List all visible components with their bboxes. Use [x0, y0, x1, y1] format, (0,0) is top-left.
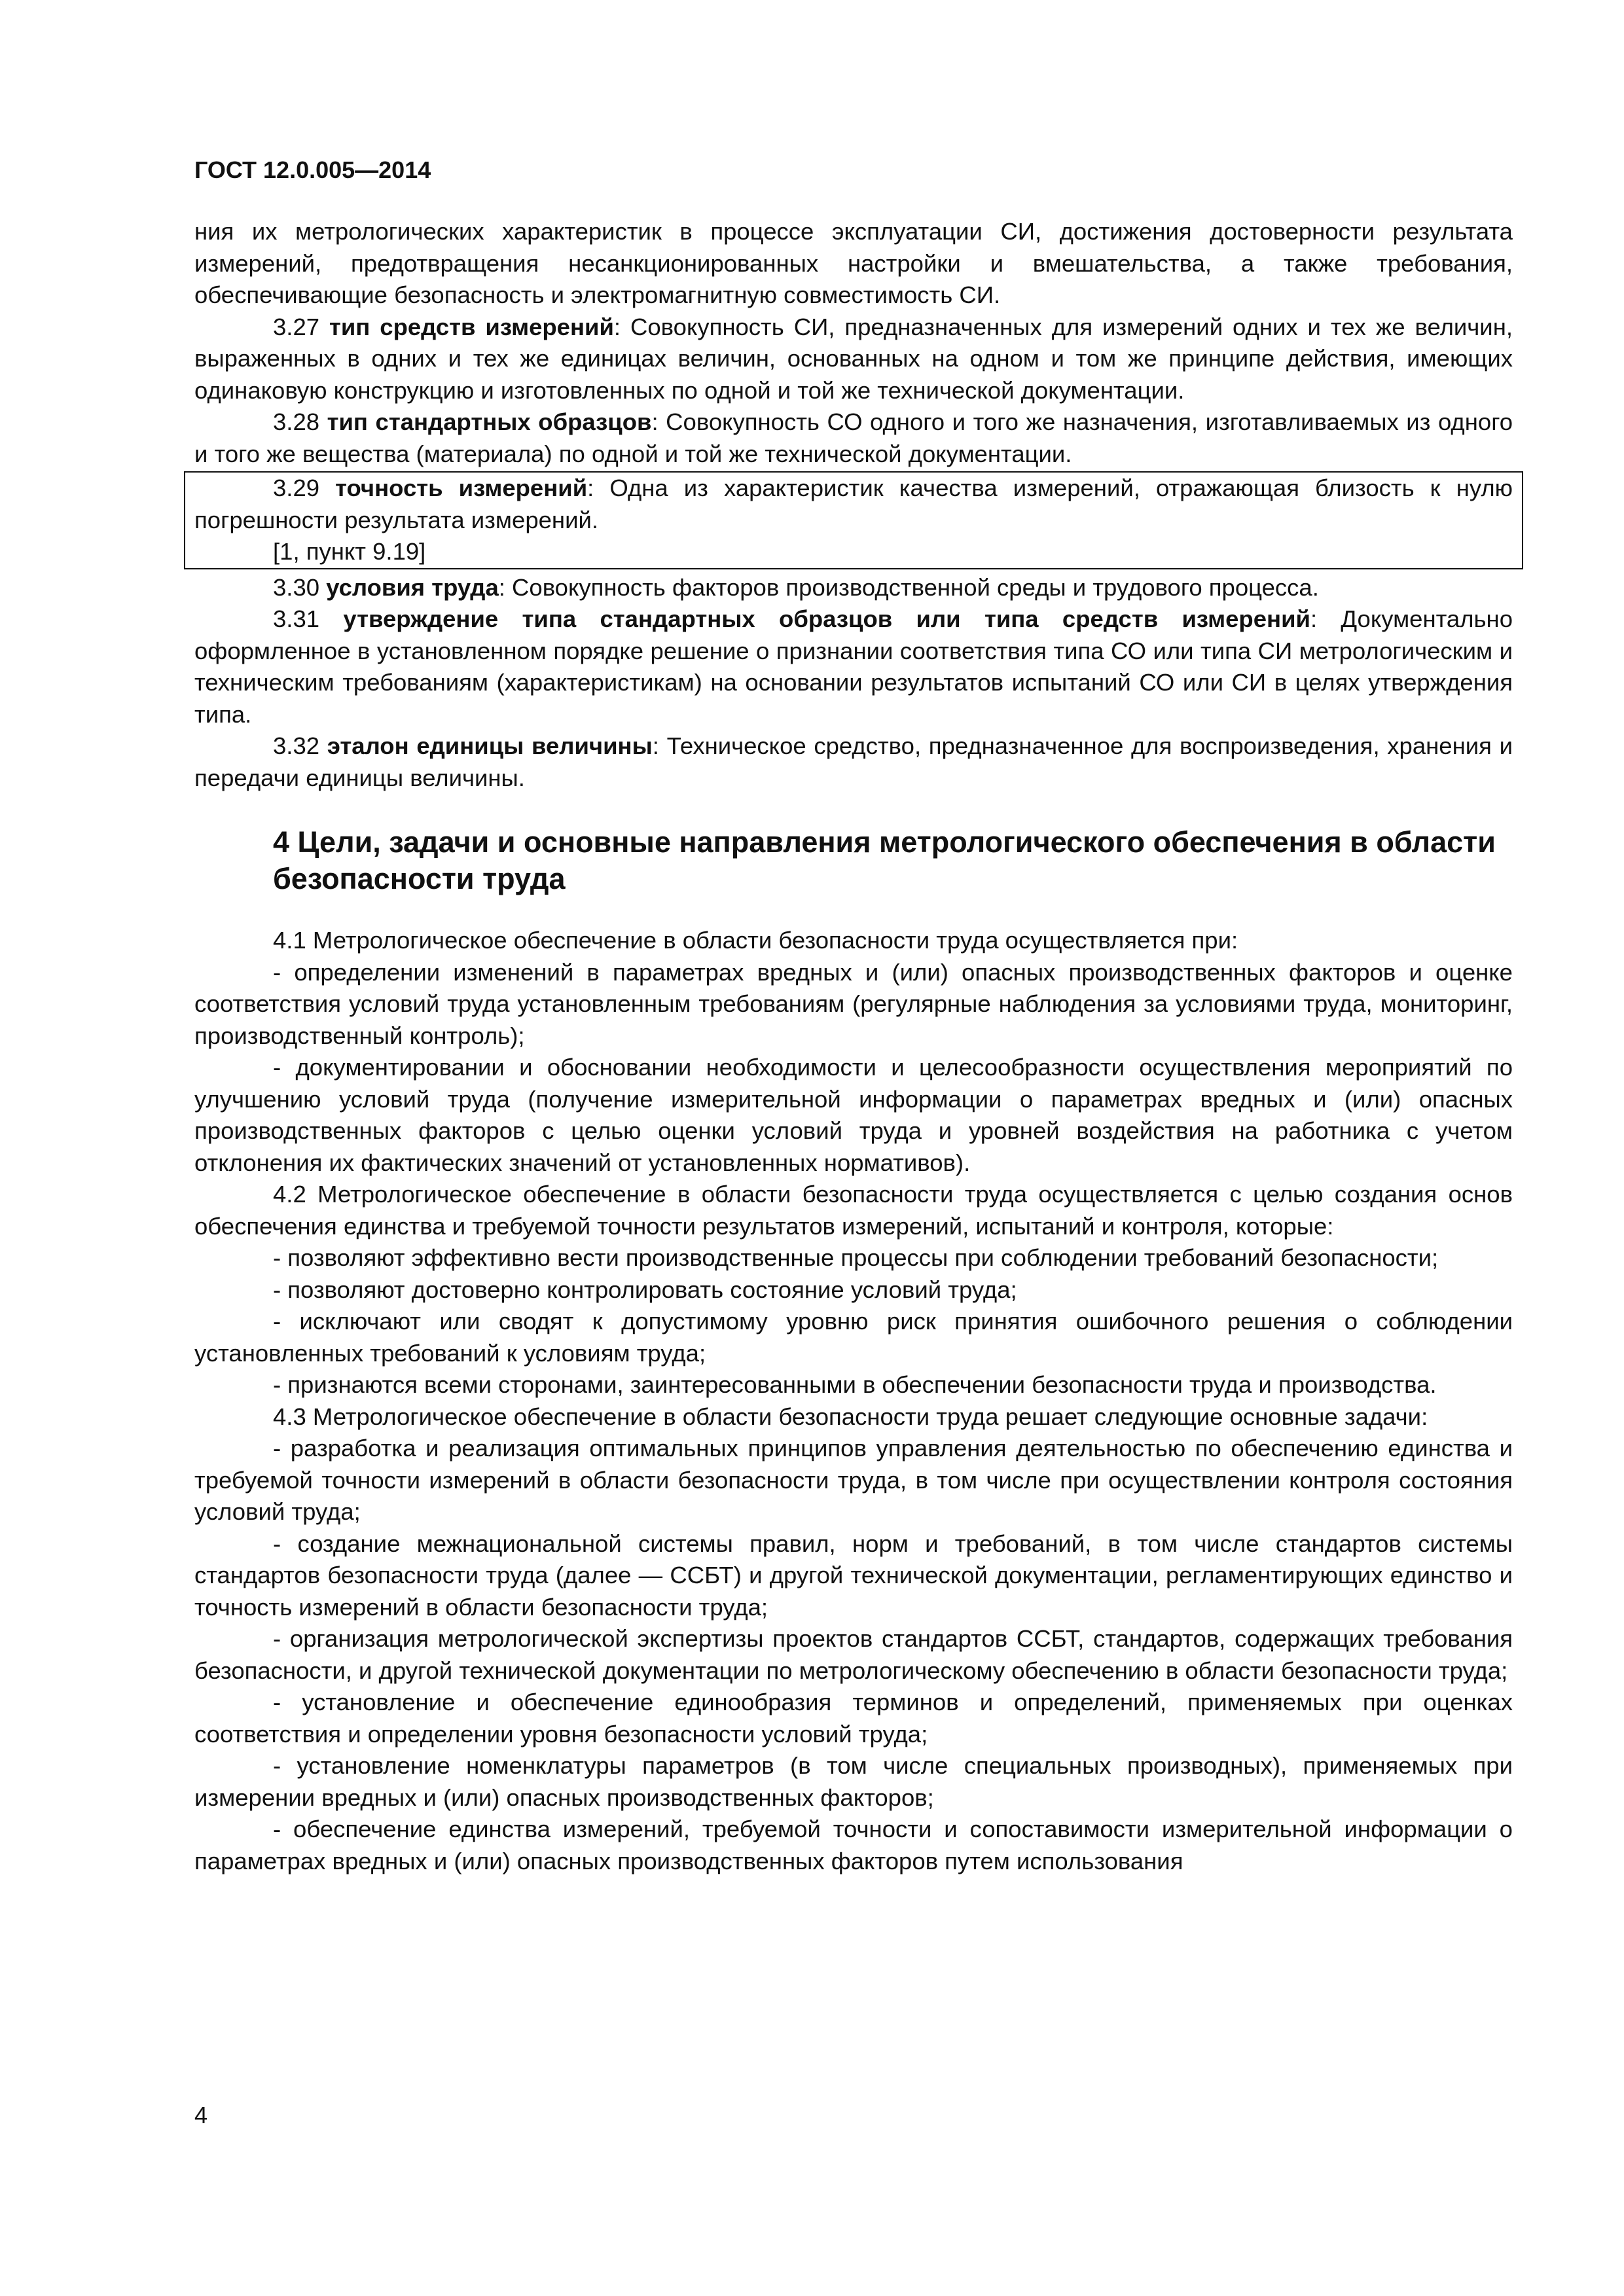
definition-term: тип средств измерений — [329, 313, 614, 340]
definition-text: : Одна из характеристик качества измерений, отражающая близость к нулю погрешности результата измерений. — [194, 475, 1513, 533]
list-item: - обеспечение единства измерений, требуемой точности и сопоставимости измерительной информации о параметрах вредных и (или) опасных производственных факторов путем использования — [194, 1816, 1513, 1874]
definition-reference: [1, пункт 9.19] — [273, 538, 426, 565]
list-item: - документировании и обосновании необходимости и целесообразности осуществления мероприятий по улучшению условий труда (получение измерительной информации о параметрах вредных и (или) опасных производственных факторов с целью оценки условий труда и уровней воздействия на работника с учетом отклонения их фактических значений от установленных нормативов). — [194, 1054, 1513, 1176]
page-content — [194, 216, 1513, 1877]
definition-number: 3.29 — [273, 475, 336, 501]
definition-text: : Совокупность факторов производственной среды и трудового процесса. — [498, 573, 1319, 601]
continued-paragraph: ния их метрологических характеристик в процессе эксплуатации СИ, достижения достоверности результата измерений, предотвращения несанкционированных настройки и вмешательства, а также требования, обеспечивающие безопасность и электромагнитную совместимость СИ. — [194, 218, 1513, 308]
list-item: - исключают или сводят к допустимому уровню риск принятия ошибочного решения о соблюдении установленных требований к условиям труда; — [194, 1308, 1513, 1367]
list-item: - разработка и реализация оптимальных принципов управления деятельностью по обеспечению единства и требуемой точности измерений в области безопасности труда, в том числе при осуществлении контроля состояния условий труда; — [194, 1435, 1513, 1525]
definition-number: 3.31 — [273, 605, 344, 632]
definition-term: точность измерений — [335, 475, 588, 501]
definition-text: : Совокупность СИ, предназначенных для измерений одних и тех же величин, выраженных в одних и тех же единицах величин, основанных на одном и том же принципе действия, имеющих одинаковую конструкцию и изготовленных по одной и той же технической документации. — [194, 313, 1513, 404]
definition-3-28 — [194, 406, 1513, 470]
standard-header: ГОСТ 12.0.005—2014 — [194, 156, 431, 183]
definition-term: тип стандартных образцов — [327, 408, 652, 435]
list-item: - установление и обеспечение единообразия терминов и определений, применяемых при оценках соответствия и определении уровня безопасности условий труда; — [194, 1689, 1513, 1748]
definition-number: 3.30 — [273, 573, 327, 601]
definition-number: 3.28 — [273, 408, 327, 435]
definition-number: 3.27 — [273, 313, 329, 340]
definition-3-31 — [194, 603, 1513, 730]
definition-3-29 — [194, 473, 1513, 536]
definition-3-32 — [194, 730, 1513, 794]
definition-3-29-box — [184, 471, 1523, 569]
clause-4-1: 4.1 Метрологическое обеспечение в области безопасности труда осуществляется при: — [273, 927, 1238, 954]
definition-text: : Техническое средство, предназначенное для воспроизведения, хранения и передачи единицы величины. — [194, 732, 1513, 791]
definition-number: 3.32 — [273, 732, 327, 759]
list-item: - признаются всеми сторонами, заинтересованными в обеспечении безопасности труда и производства. — [273, 1371, 1437, 1398]
definition-term: утверждение типа стандартных образцов или типа средств измерений — [343, 605, 1310, 632]
list-item: - определении изменений в параметрах вредных и (или) опасных производственных факторов и оценке соответствия условий труда установленным требованиям (регулярные наблюдения за условиями труда, мониторинг, производственный контроль); — [194, 958, 1513, 1049]
list-item: - организация метрологической экспертизы проектов стандартов ССБТ, стандартов, содержащих требования безопасности, и другой технической документации по метрологическому обеспечению в области безопасности труда; — [194, 1625, 1513, 1684]
list-item: - позволяют эффективно вести производственные процессы при соблюдении требований безопасности; — [273, 1244, 1439, 1271]
clause-4-2: 4.2 Метрологическое обеспечение в области безопасности труда осуществляется с целью создания основ обеспечения единства и требуемой точности результатов измерений, испытаний и контроля, которые: — [194, 1181, 1513, 1240]
list-item: - установление номенклатуры параметров (в том числе специальных производных), применяемых при измерении вредных и (или) опасных производственных факторов; — [194, 1752, 1513, 1811]
clause-4-3: 4.3 Метрологическое обеспечение в области безопасности труда решает следующие основные задачи: — [273, 1403, 1428, 1430]
list-item: - создание межнациональной системы правил, норм и требований, в том числе стандартов системы стандартов безопасности труда (далее — ССБТ) и другой технической документации, регламентирующих единство и точность измерений в области безопасности труда; — [194, 1530, 1513, 1621]
definition-term: условия труда — [326, 573, 499, 601]
definition-text: : Совокупность СО одного и того же назначения, изготавливаемых из одного и того же вещества (материала) по одной и той же технической документации. — [194, 408, 1513, 467]
definition-text: : Документально оформленное в установленном порядке решение о признании соответствия типа СО или типа СИ метрологическим и техническим требованиям (характеристикам) на основании результатов испытаний СО или СИ в целях утверждения типа. — [194, 605, 1513, 728]
definition-3-27 — [194, 312, 1513, 407]
page-number: 4 — [194, 2102, 208, 2128]
section-4-title: 4 Цели, задачи и основные направления метрологического обеспечения в области безопасности труда — [273, 825, 1496, 895]
definition-3-30 — [194, 572, 1513, 604]
definition-term: эталон единицы величины — [327, 732, 653, 759]
list-item: - позволяют достоверно контролировать состояние условий труда; — [273, 1276, 1017, 1303]
